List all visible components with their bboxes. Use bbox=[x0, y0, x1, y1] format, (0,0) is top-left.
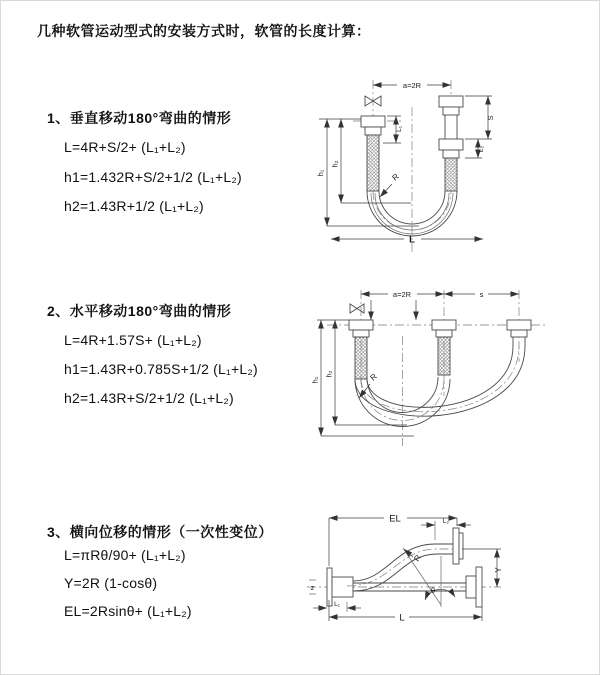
section-2-heading: 2、水平移动180°弯曲的情形 bbox=[47, 303, 232, 319]
section-1-formula-L: L=4R+S/2+ (L₁+L₂) bbox=[64, 139, 186, 155]
construction-lines bbox=[403, 548, 455, 607]
section-3-formula-Y: Y=2R (1-cosθ) bbox=[64, 575, 158, 591]
page-title: 几种软管运动型式的安装方式时，软管的长度计算： bbox=[37, 23, 371, 39]
dim-label-shift: s bbox=[479, 290, 484, 299]
dimension-lines bbox=[310, 513, 503, 624]
section-2-formula-h1: h1=1.43R+0.785S+1/2 (L₁+L₂) bbox=[64, 361, 258, 377]
axis-marker-label: z bbox=[310, 585, 315, 592]
dim-label-r: R bbox=[390, 171, 401, 183]
section-1-formula-h1: h1=1.432R+S/2+1/2 (L₁+L₂) bbox=[64, 169, 242, 185]
span-dimension bbox=[373, 80, 451, 90]
dim-label-l2: L₂ bbox=[478, 145, 485, 153]
dim-label-h1: h₁ bbox=[310, 376, 320, 384]
section-1-formula-h2: h2=1.43R+1/2 (L₁+L₂) bbox=[64, 198, 204, 214]
dim-label-L: L bbox=[399, 612, 405, 624]
diagram-vertical-180-bend bbox=[311, 71, 556, 266]
section-3-formula-EL: EL=2Rsinθ+ (L₁+L₂) bbox=[64, 603, 192, 619]
dim-label-r: R bbox=[368, 371, 379, 383]
hose bbox=[355, 337, 525, 427]
dim-label-l1: L₁ bbox=[396, 126, 403, 132]
dim-label-span: a=2R bbox=[402, 81, 422, 90]
dim-label-h2: h₂ bbox=[330, 160, 340, 168]
dim-label-span: a=2R bbox=[392, 290, 412, 299]
span-dimension bbox=[361, 289, 519, 320]
section-1-heading: 1、垂直移动180°弯曲的情形 bbox=[47, 110, 232, 126]
dim-label-l2: L₂ bbox=[442, 518, 450, 525]
dim-label-l1: L₁ bbox=[334, 601, 340, 608]
valve-icon bbox=[350, 304, 364, 313]
dim-label-h1: h₁ bbox=[316, 169, 325, 177]
dim-label-r: R bbox=[412, 553, 423, 564]
diagram-lateral-displacement bbox=[299, 504, 589, 649]
dim-label-y: Y bbox=[494, 567, 503, 573]
dim-label-L: L bbox=[409, 234, 415, 246]
angle-label: θ bbox=[430, 586, 436, 595]
dim-label-el: EL bbox=[389, 513, 401, 525]
section-3-heading: 3、横向位移的情形（一次性变位） bbox=[47, 524, 273, 540]
section-3-formula-L: L=πRθ/90+ (L₁+L₂) bbox=[64, 547, 186, 563]
dim-label-h2: h₂ bbox=[324, 370, 334, 378]
fittings bbox=[327, 528, 482, 607]
section-2-formula-h2: h2=1.43R+S/2+1/2 (L₁+L₂) bbox=[64, 390, 234, 406]
dim-label-s: S bbox=[486, 115, 495, 121]
diagram-horizontal-180-bend bbox=[309, 284, 564, 459]
section-2-formula-L: L=4R+1.57S+ (L₁+L₂) bbox=[64, 332, 202, 348]
